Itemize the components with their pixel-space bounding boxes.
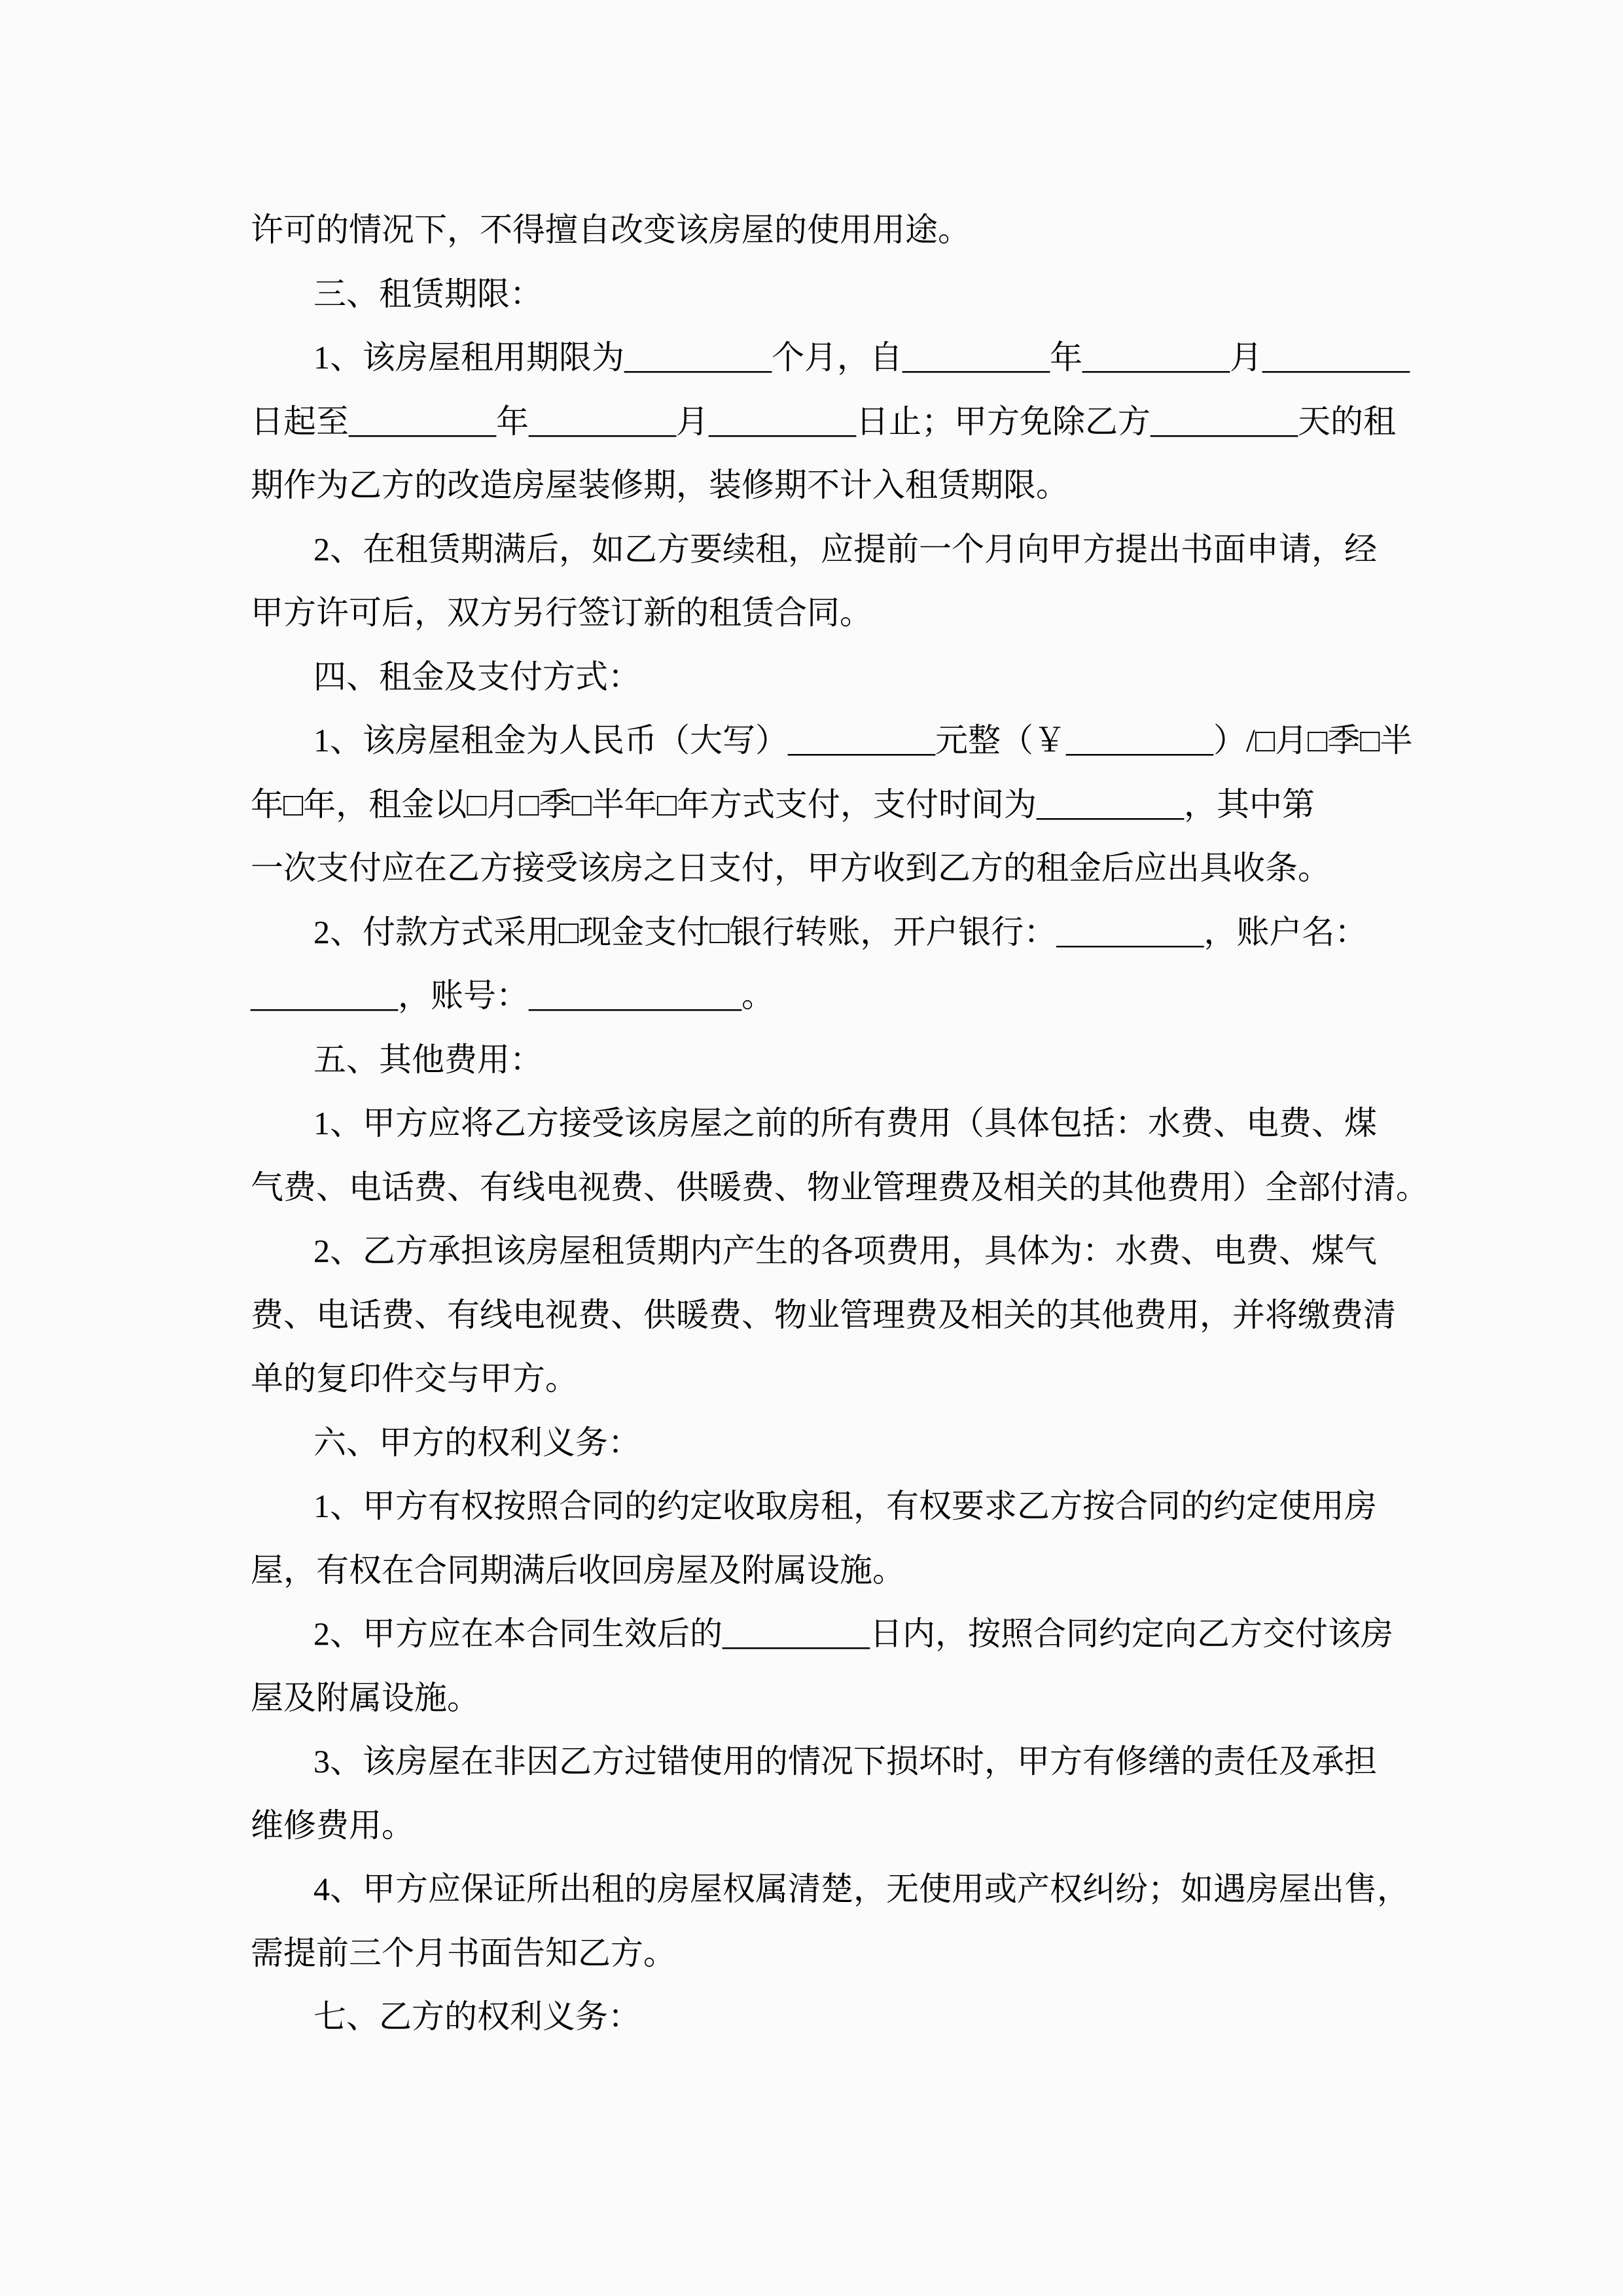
contract-line: 4、甲方应保证所出租的房屋权属清楚，无使用或产权纠纷；如遇房屋出售， (313, 1871, 1410, 1907)
contract-line: 1、甲方应将乙方接受该房屋之前的所有费用（具体包括：水费、电费、煤 (313, 1105, 1377, 1141)
contract-line: 屋，有权在合同期满后收回房屋及附属设施。 (251, 1551, 905, 1588)
contract-line: 四、租金及支付方式： (313, 658, 641, 695)
contract-line: 需提前三个月书面告知乙方。 (251, 1934, 676, 1971)
contract-line: 气费、电话费、有线电视费、供暖费、物业管理费及相关的其他费用）全部付清。 (251, 1168, 1429, 1206)
contract-text-body (251, 198, 1429, 2049)
contract-line: 六、甲方的权利义务： (313, 1424, 641, 1461)
contract-line: 日起至_________年_________月_________日止；甲方免除乙方_________天的租 (251, 403, 1396, 440)
contract-line: 一次支付应在乙方接受该房之日支付，甲方收到乙方的租金后应出具收条。 (251, 850, 1330, 886)
contract-line: 2、在租赁期满后，如乙方要续租，应提前一个月向甲方提出书面申请，经 (313, 530, 1377, 567)
contract-line: _________，账号：_____________。 (251, 977, 774, 1014)
contract-line: 甲方许可后，双方另行签订新的租赁合同。 (251, 594, 872, 631)
contract-line: 七、乙方的权利义务： (313, 1998, 641, 2035)
contract-line: 3、该房屋在非因乙方过错使用的情况下损坏时，甲方有修缮的责任及承担 (313, 1743, 1377, 1780)
contract-line: 1、该房屋租用期限为_________个月，自_________年_________月_________ (313, 339, 1410, 376)
contract-line: 费、电话费、有线电视费、供暖费、物业管理费及相关的其他费用，并将缴费清 (251, 1296, 1396, 1333)
contract-line: 1、该房屋租金为人民币（大写）_________元整（￥_________）/□月□季□半 (313, 722, 1413, 759)
contract-line: 2、甲方应在本合同生效后的_________日内，按照合同约定向乙方交付该房 (313, 1615, 1393, 1652)
contract-line: 期作为乙方的改造房屋装修期，装修期不计入租赁期限。 (251, 467, 1069, 503)
contract-line: 2、付款方式采用□现金支付□银行转账，开户银行：_________，账户名： (313, 913, 1368, 950)
contract-line: 许可的情况下，不得擅自改变该房屋的使用用途。 (251, 211, 971, 248)
contract-line: 屋及附属设施。 (251, 1679, 480, 1716)
contract-line: 五、其他费用： (313, 1041, 543, 1078)
contract-line: 单的复印件交与甲方。 (251, 1360, 578, 1397)
contract-line: 年□年，租金以□月□季□半年□年方式支付，支付时间为_________，其中第 (251, 785, 1315, 823)
contract-line: 2、乙方承担该房屋租赁期内产生的各项费用，具体为：水费、电费、煤气 (313, 1232, 1377, 1269)
contract-line: 三、租赁期限： (313, 275, 543, 312)
contract-line: 维修费用。 (251, 1806, 414, 1844)
contract-line: 1、甲方有权按照合同的约定收取房租，有权要求乙方按合同的约定使用房 (313, 1488, 1377, 1524)
